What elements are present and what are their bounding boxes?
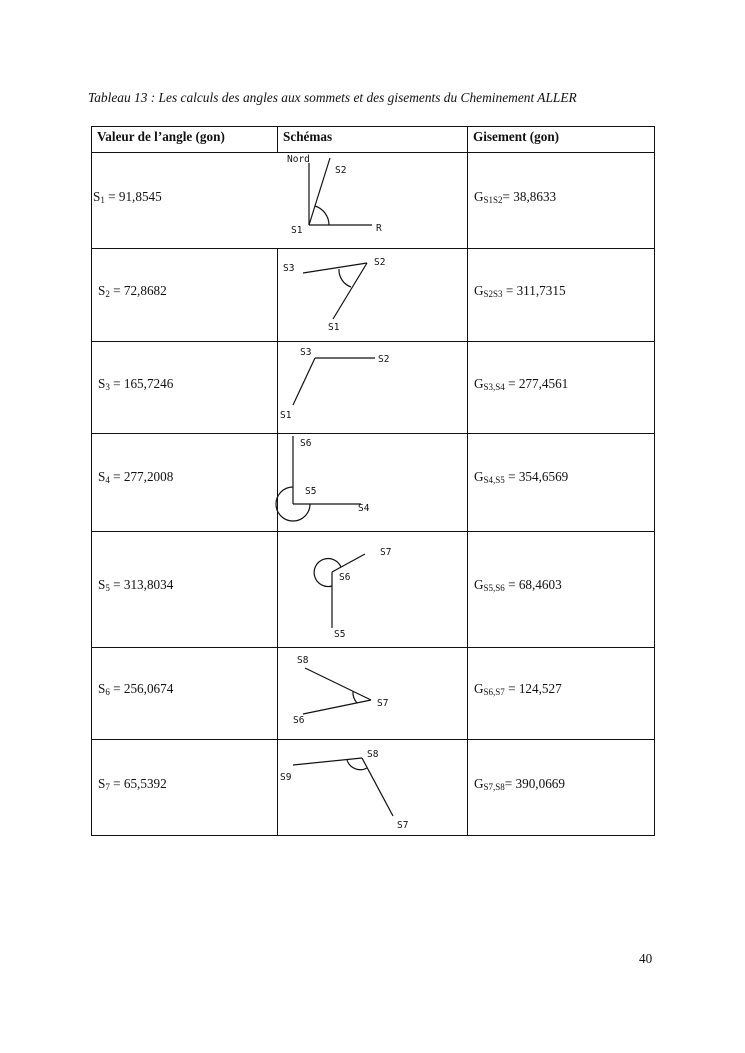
table-border-bottom (91, 835, 655, 836)
schema-label: S6 (293, 715, 305, 726)
schema-s4 (277, 434, 467, 531)
schema-label: S1 (280, 410, 292, 421)
gisement-s5s6: $G_{S5,S6} = 68,4603$ (474, 577, 562, 593)
schema-s6 (277, 648, 467, 739)
schema-label: S8 (367, 749, 379, 760)
schema-label: S2 (335, 165, 347, 176)
schema-label: S4 (358, 503, 370, 514)
schema-label: S8 (297, 655, 309, 666)
angle-value-s2: $S_2 = 72,8682$ (98, 283, 167, 299)
table-border-right (654, 126, 655, 836)
gisement-s1s2: $G_{S1S2}= 38,8633$ (474, 189, 557, 205)
header-schemas: Schémas (283, 129, 333, 144)
angle-value-s1: $S_1 = 91,8545$ (93, 189, 162, 205)
schema-label: S6 (339, 572, 351, 583)
angle-value-s6: $S_6 = 256,0674$ (98, 681, 174, 697)
gisement-s3s4: $G_{S3,S4} = 277,4561$ (474, 376, 569, 392)
schema-s3 (277, 342, 467, 433)
schema-label: S3 (283, 263, 295, 274)
schema-label: S7 (380, 547, 392, 558)
page-number: 40 (639, 951, 653, 966)
schema-label: S7 (397, 820, 409, 831)
schema-label: S3 (300, 347, 312, 358)
header-angle: Valeur de l’angle (gon) (97, 129, 225, 144)
schema-label: S2 (378, 354, 390, 365)
column-divider-2 (467, 126, 468, 836)
angles-table (91, 126, 655, 836)
gisement-s6s7: $G_{S6,S7} = 124,527$ (474, 681, 562, 697)
gisement-s7s8: $G_{S7,S8}= 390,0669$ (474, 776, 565, 792)
schema-label: Nord (287, 154, 310, 165)
schema-label: S5 (334, 629, 346, 640)
schema-label: S1 (328, 322, 340, 333)
schema-label: S5 (305, 486, 317, 497)
angle-value-s5: $S_5 = 313,8034$ (98, 577, 174, 593)
schema-label: S9 (280, 772, 292, 783)
angle-value-s4: $S_4 = 277,2008$ (98, 469, 174, 485)
schema-label: R (376, 223, 382, 234)
schema-s2 (277, 249, 467, 341)
schema-s7 (277, 740, 467, 835)
schema-label: S6 (300, 438, 312, 449)
header-gisement: Gisement (gon) (473, 129, 560, 144)
gisement-s2s3: $G_{S2S3} = 311,7315$ (474, 283, 566, 299)
gisement-s4s5: $G_{S4,S5} = 354,6569$ (474, 469, 569, 485)
schema-label: S1 (291, 225, 303, 236)
schema-label: S2 (374, 257, 386, 268)
schema-s5 (277, 532, 467, 647)
schema-s1 (277, 153, 467, 248)
angle-value-s7: $S_7 = 65,5392$ (98, 776, 167, 792)
schema-label: S7 (377, 698, 389, 709)
table-caption: Tableau 13 : Les calculs des angles aux sommets et des gisements du Cheminement ALLER (88, 90, 577, 105)
table-border-left (91, 126, 92, 836)
angle-value-s3: $S_3 = 165,7246$ (98, 376, 174, 392)
